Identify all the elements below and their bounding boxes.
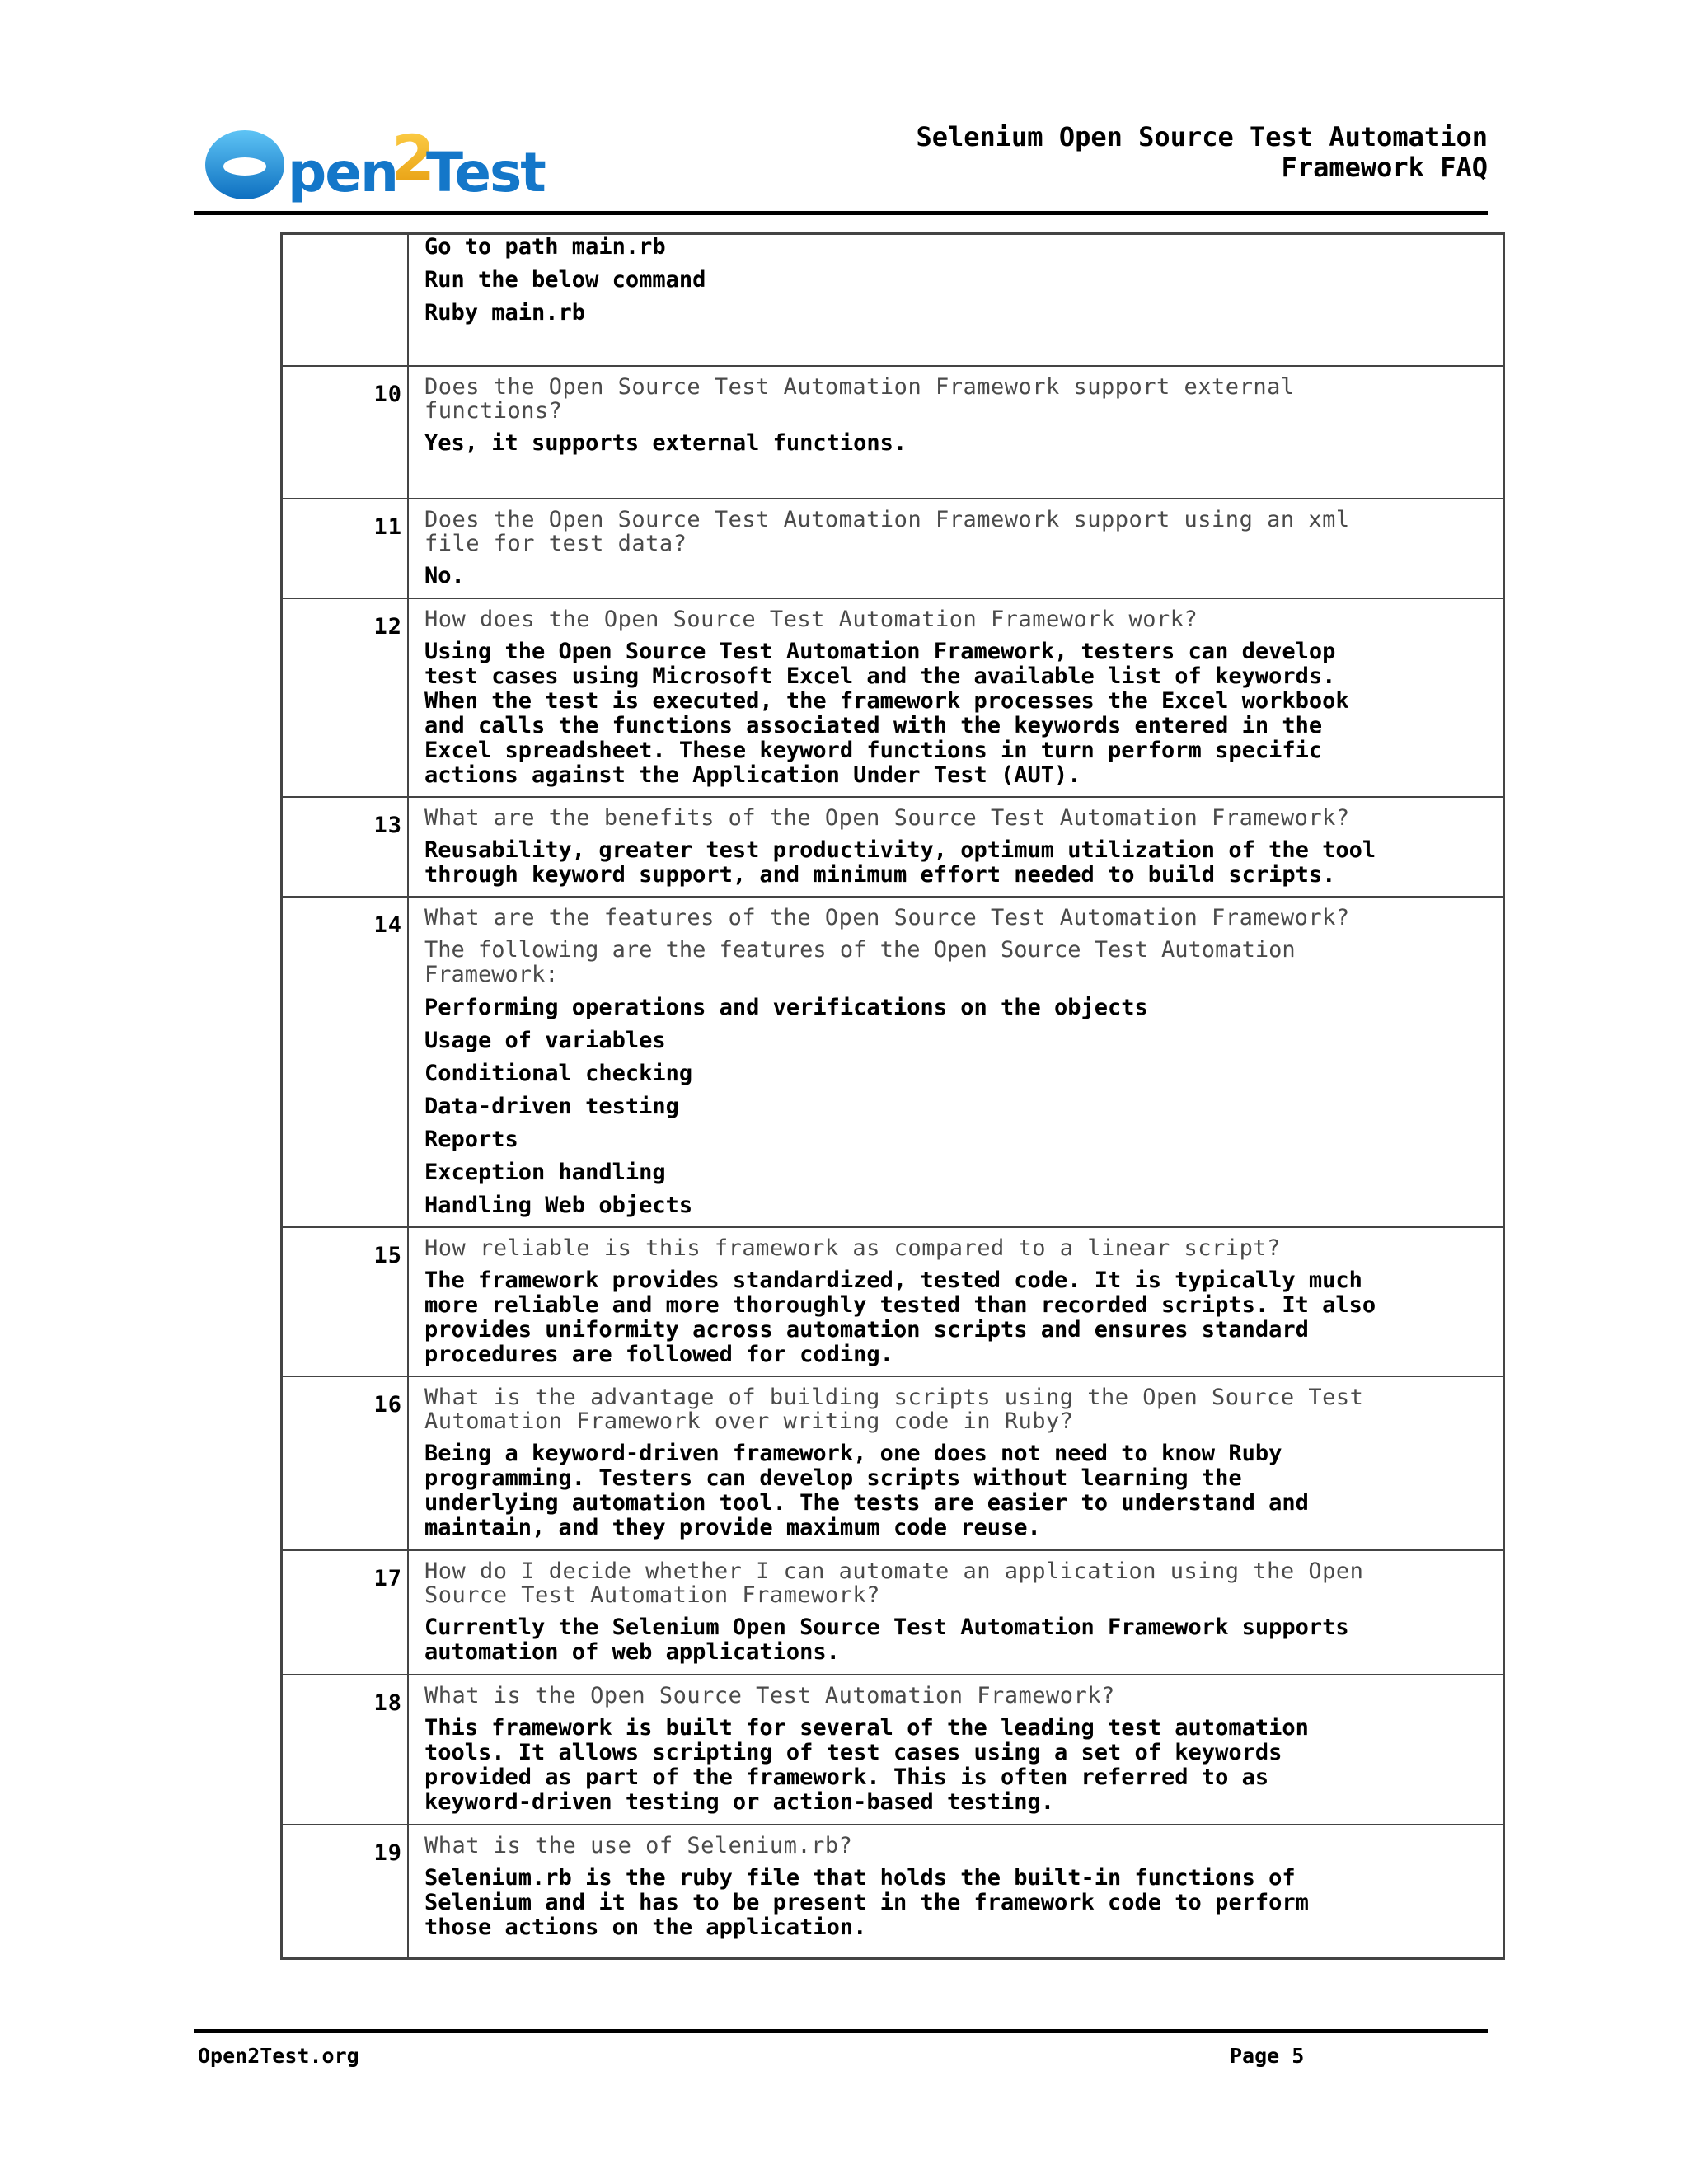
question-text: What is the advantage of building scripts using the Open Source Test Automation Framework over writing code in Ruby?: [424, 1385, 1364, 1434]
table-row: [283, 1228, 1503, 1377]
number-cell: [283, 1825, 409, 1957]
table-row: [283, 367, 1503, 499]
question-text: What is the use of Selenium.rb?: [424, 1833, 853, 1858]
page-header: [194, 107, 1488, 214]
qa-cell: [424, 508, 1488, 597]
answer-text: This framework is built for several of the leading test automation tools. It allows scripting of test cases using a set of keywords provided as part of the framework. This is often referred to as keyword-driven testing or action-based testing.: [424, 1715, 1309, 1815]
answer-text: No.: [424, 563, 465, 588]
qa-cell: [424, 906, 1488, 1226]
number-cell: [283, 599, 409, 796]
table-row: [283, 1377, 1503, 1551]
question-text: What are the features of the Open Source Test Automation Framework?: [424, 905, 1350, 930]
step-line: Ruby main.rb: [424, 300, 586, 326]
table-row: [283, 599, 1503, 798]
answer-text: Being a keyword-driven framework, one does not need to know Ruby programming. Testers can develop scripts without learning the underlying automation tool. The tests are easier to understand and maintain, and they provide maximum code reuse.: [424, 1441, 1309, 1540]
question-text: How do I decide whether I can automate an application using the Open Source Test Automation Framework?: [424, 1558, 1364, 1608]
svg-text:pen: pen: [288, 141, 397, 204]
title-line-2: Framework FAQ: [1281, 152, 1488, 183]
faq-table: [280, 232, 1505, 1960]
number-cell: [283, 1551, 409, 1674]
feature-item: Exception handling: [424, 1160, 666, 1185]
qa-cell: [424, 1684, 1488, 1823]
document-title: [916, 122, 1488, 183]
answer-text: The framework provides standardized, tested code. It is typically much more reliable and more thoroughly tested than recorded scripts. It also provides uniformity across automation scripts and ensures standard procedures are followed for coding.: [424, 1268, 1376, 1367]
question-number: 14: [373, 912, 402, 938]
header-rule: [194, 211, 1488, 215]
qa-cell: [424, 1559, 1488, 1673]
table-row: [283, 898, 1503, 1228]
qa-cell: [424, 375, 1488, 464]
question-number: 17: [373, 1566, 402, 1591]
answer-text: Selenium.rb is the ruby file that holds the built-in functions of Selenium and it has to be present in the framework code to perform those actions on the application.: [424, 1865, 1309, 1940]
number-cell: [283, 1228, 409, 1376]
footer-page-number: Page 5: [1230, 2044, 1305, 2068]
question-number: 15: [373, 1243, 402, 1268]
number-cell: [283, 898, 409, 1226]
question-number: 16: [373, 1392, 402, 1418]
qa-cell: [424, 806, 1488, 896]
feature-item: Conditional checking: [424, 1061, 693, 1086]
question-text: Does the Open Source Test Automation Framework support external functions?: [424, 374, 1295, 424]
footer-site: Open2Test.org: [198, 2044, 359, 2068]
number-cell: [283, 499, 409, 598]
feature-item: Performing operations and verifications on the objects: [424, 995, 1148, 1020]
answer-text: Reusability, greater test productivity, optimum utilization of the tool through keyword support, and minimum effort needed to build scripts.: [424, 837, 1376, 888]
question-number: 11: [373, 514, 402, 540]
answer-text: Using the Open Source Test Automation Framework, testers can develop test cases using Microsoft Excel and the available list of keywords. When the test is executed, the framework processes the Excel workbook and calls the functions associated with the keywords entered in the Excel spreadsheet. These keyword functions in turn perform specific actions against the Application Under Test (AUT).: [424, 639, 1349, 788]
qa-cell: [424, 1385, 1488, 1549]
svg-text:Test: Test: [426, 141, 545, 204]
question-text: What is the Open Source Test Automation Framework?: [424, 1683, 1115, 1708]
open2test-logo: [202, 115, 565, 206]
answer-text: Currently the Selenium Open Source Test Automation Framework supports automation of web applications.: [424, 1615, 1349, 1665]
logo-graphic: [202, 115, 565, 206]
question-number: 13: [373, 813, 402, 838]
qa-cell: [424, 607, 1488, 796]
answer-intro: The following are the features of the Open Source Test Automation Framework:: [424, 937, 1296, 987]
number-cell: [283, 1377, 409, 1549]
feature-item: Reports: [424, 1127, 518, 1152]
feature-item: Usage of variables: [424, 1028, 666, 1053]
table-row: [283, 1675, 1503, 1825]
question-number: 12: [373, 614, 402, 640]
question-text: How does the Open Source Test Automation Framework work?: [424, 607, 1198, 632]
question-text: Does the Open Source Test Automation Framework support using an xml file for test data?: [424, 507, 1350, 556]
table-row: [283, 1825, 1503, 1957]
step-line: Run the below command: [424, 267, 706, 293]
number-cell: [283, 1675, 409, 1824]
qa-cell: [424, 1236, 1488, 1376]
table-row: [283, 235, 1503, 367]
title-line-1: Selenium Open Source Test Automation: [916, 121, 1488, 152]
answer-cell: [424, 235, 1488, 334]
footer-rule: [194, 2029, 1488, 2033]
question-text: What are the benefits of the Open Source Test Automation Framework?: [424, 805, 1350, 831]
number-cell: [283, 367, 409, 498]
feature-item: Handling Web objects: [424, 1193, 693, 1218]
number-cell: [283, 798, 409, 896]
step-line: Go to path main.rb: [424, 234, 666, 260]
qa-cell: [424, 1834, 1488, 1948]
number-cell: [283, 235, 409, 365]
table-row: [283, 499, 1503, 599]
question-text: How reliable is this framework as compared to a linear script?: [424, 1235, 1281, 1261]
question-number: 10: [373, 382, 402, 407]
question-number: 18: [373, 1690, 402, 1716]
table-row: [283, 798, 1503, 898]
answer-text: Yes, it supports external functions.: [424, 430, 907, 456]
table-row: [283, 1551, 1503, 1675]
svg-text:2: 2: [392, 121, 435, 194]
question-number: 19: [373, 1840, 402, 1866]
feature-item: Data-driven testing: [424, 1094, 679, 1119]
